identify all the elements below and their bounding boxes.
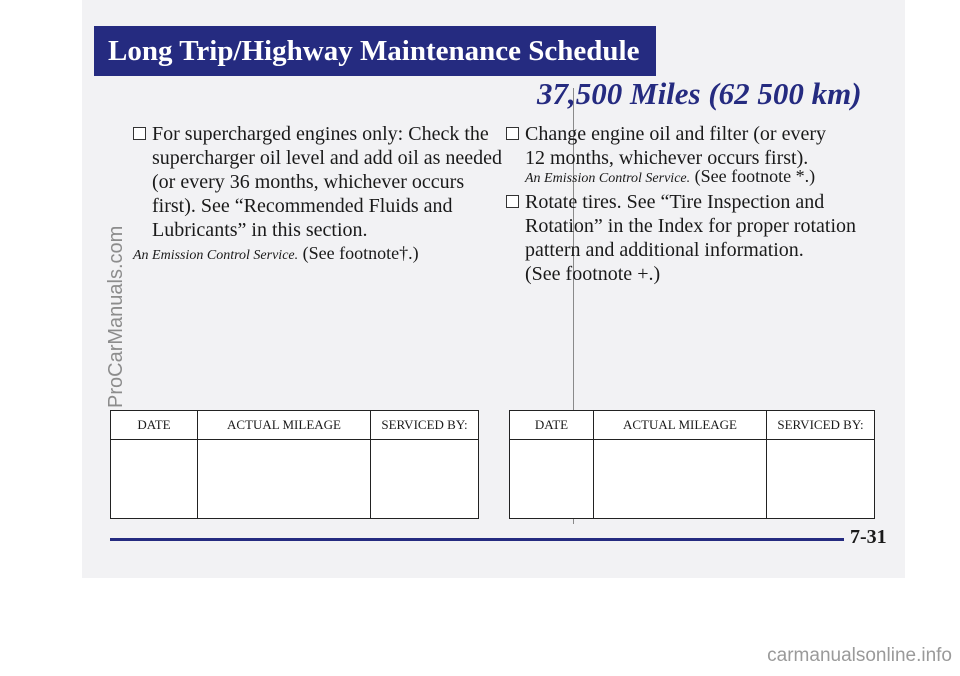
side-watermark: ProCarManuals.com (105, 225, 127, 408)
table-header-mileage: ACTUAL MILEAGE (594, 411, 767, 440)
item-line: (See footnote +.) (525, 263, 661, 285)
item-line: For supercharged engines only: Check the (133, 122, 502, 146)
item-line: supercharger oil level and add oil as needed (152, 147, 503, 169)
table-header-mileage: ACTUAL MILEAGE (198, 411, 371, 440)
maintenance-item-oil (506, 122, 826, 170)
footer-rule (110, 538, 844, 541)
mileage-cell[interactable] (198, 440, 371, 519)
serviced-by-cell[interactable] (371, 440, 479, 519)
checkbox-icon[interactable] (506, 195, 519, 208)
date-cell[interactable] (510, 440, 594, 519)
service-record-table-left (110, 410, 479, 519)
item-line: Rotation” in the Index for proper rotation (525, 215, 857, 237)
item-line: first). See “Recommended Fluids and (152, 195, 453, 217)
table-header-serviced-by: SERVICED BY: (371, 411, 479, 440)
mileage-heading: 37,500 Miles (62 500 km) (537, 76, 862, 111)
table-header-date: DATE (510, 411, 594, 440)
table-header-row (111, 411, 479, 440)
bottom-watermark: carmanualsonline.info (767, 645, 952, 666)
maintenance-item-tires (506, 190, 856, 286)
table-row (111, 440, 479, 519)
table-header-date: DATE (111, 411, 198, 440)
item-line: Rotate tires. See “Tire Inspection and (506, 190, 856, 214)
mileage-cell[interactable] (594, 440, 767, 519)
item-line: 12 months, whichever occurs first). (525, 147, 809, 169)
maintenance-item-supercharger (133, 122, 502, 242)
manual-page (82, 0, 905, 578)
serviced-by-cell[interactable] (767, 440, 875, 519)
page-title-banner: Long Trip/Highway Maintenance Schedule (94, 26, 656, 76)
emission-note-left: An Emission Control Service. (See footnote†.) (133, 243, 419, 263)
emission-note-right: An Emission Control Service. (See footnote *.) (525, 166, 816, 186)
item-line: (or every 36 months, whichever occurs (152, 171, 465, 193)
item-line: Lubricants” in this section. (152, 219, 368, 241)
table-header-serviced-by: SERVICED BY: (767, 411, 875, 440)
table-row (510, 440, 875, 519)
checkbox-icon[interactable] (133, 127, 146, 140)
date-cell[interactable] (111, 440, 198, 519)
page-number: 7-31 (850, 526, 887, 548)
table-header-row (510, 411, 875, 440)
checkbox-icon[interactable] (506, 127, 519, 140)
item-line: pattern and additional information. (525, 239, 804, 261)
item-line: Change engine oil and filter (or every (506, 122, 826, 146)
service-record-table-right (509, 410, 875, 519)
